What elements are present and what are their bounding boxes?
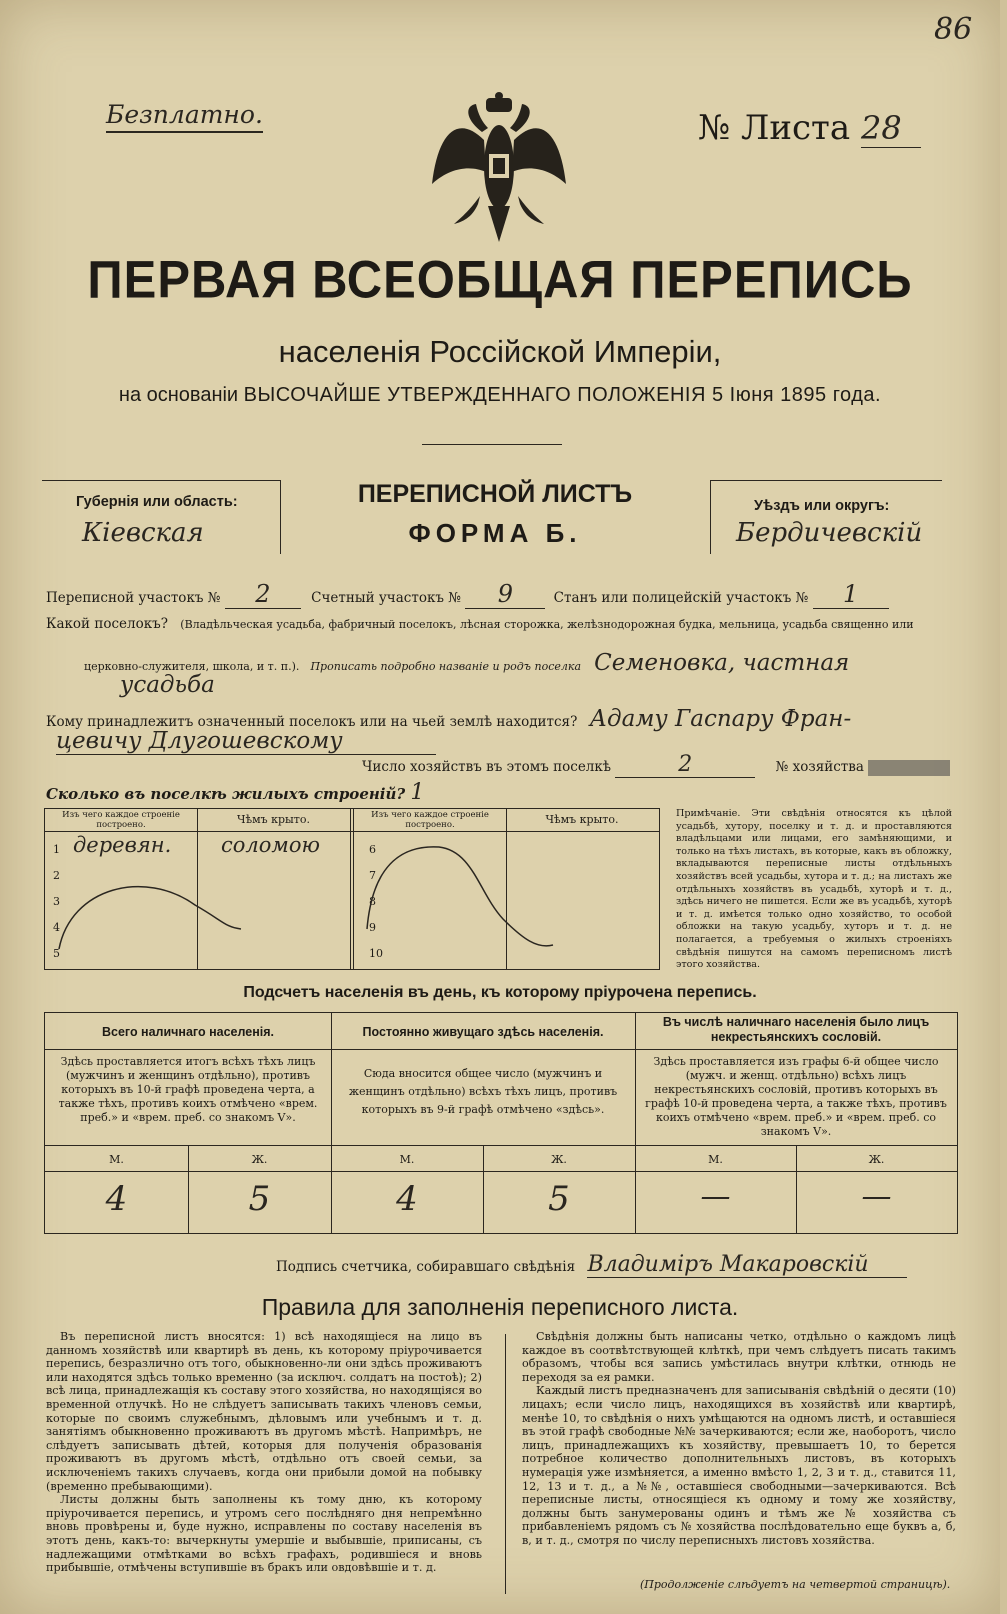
row1-material: деревян. bbox=[73, 833, 172, 857]
buildings-table bbox=[44, 808, 660, 970]
households-value: 2 bbox=[615, 752, 755, 778]
resident-male-count: 4 bbox=[396, 1179, 418, 1219]
buildings-note: Примѣчаніе. Эти свѣдѣнія относятся къ цѣлой усадьбѣ, хутору, поселку и т. д. и проставляются владѣльцами или лицами, его замѣняющими, и только на тѣхъ листахъ, въ которые, какъ въ обложку, вкладываются переписные листы отдѣльныхъ хозяйствъ всей усадьбы, хутора и т. д.; на листахъ же отдѣльныхъ хозяйствъ въ усадьбѣ, хуторѣ и т. д., здѣсь ничего не пишется. Если же въ усадьбѣ, хуторѣ и т. д. имѣется только одно хозяйство, то особой обложки на такую усадьбу, хуторъ и т. д. не полагается, а требуемыя о жилыхъ строеніяхъ свѣдѣнія пишутся на самомъ переписномъ листѣ этого хозяйства. bbox=[676, 808, 952, 971]
material-header-left: Изъ чего каждое строеніе построено. bbox=[62, 810, 180, 830]
rules-column-divider bbox=[505, 1334, 506, 1594]
rules-heading: Правила для заполненія переписного листа. bbox=[261, 1294, 739, 1320]
row-number-10: 10 bbox=[369, 947, 383, 960]
sheet-number-value: 28 bbox=[861, 109, 921, 148]
row-number-2: 2 bbox=[53, 869, 60, 882]
province-label: Губернія или область: bbox=[76, 494, 238, 510]
resident-population-note: Сюда вносится общее число (мужчинъ и женщинъ отдѣльно) всѣхъ тѣхъ лицъ, противъ которыхъ въ 9-й графѣ отмѣчено «здѣсь». bbox=[348, 1067, 618, 1116]
nonpeasant-male-count: — bbox=[700, 1179, 731, 1214]
row-number-1: 1 bbox=[53, 843, 60, 856]
settlement-row bbox=[46, 616, 956, 632]
nonpeasant-m-label: М. bbox=[708, 1153, 723, 1166]
row-number-8: 8 bbox=[369, 895, 376, 908]
resident-f-label: Ж. bbox=[551, 1153, 567, 1166]
households-label: Число хозяйствъ въ этомъ поселкѣ bbox=[362, 759, 611, 775]
material-header-right: Изъ чего каждое строеніе построено. bbox=[371, 810, 489, 830]
households-row bbox=[362, 752, 962, 778]
coat-of-arms-icon bbox=[428, 92, 570, 250]
row-number-4: 4 bbox=[53, 921, 60, 934]
nonpeasant-population-note: Здѣсь проставляется изъ графы 6-й общее число (мужч. и женщ. отдѣльно) всѣхъ лицъ некрестьянскихъ сословій, противъ которыхъ въ графѣ 10-й проведена черта, а также тѣхъ, противъ коихъ отмѣчено «врем. преб.» и «врем. преб. со знакомъ V». bbox=[645, 1055, 947, 1138]
rules-paragraph-4: Каждый листъ предназначенъ для записыванія свѣдѣній о десяти (10) лицахъ; если число лицъ, находящихся въ хозяйствѣ или квартирѣ, менѣе 10, то свѣдѣнія о нихъ умѣщаются на одномъ листѣ, и оставшіеся въ этой графѣ свободные №№ зачеркиваются; если же, наоборотъ, число лицъ, принадлежащихъ къ хозяйству, превышаетъ 10, то берется потребное количество дополнительныхъ листовъ, въ которыхъ нумерація уже измѣняется, а именно вмѣсто 1, 2, 3 и т. д., ставится 11, 12, 13 и т. д., а №№, оставшіеся свободными—зачеркиваются. Всѣ переписные листы, относящіеся къ одному и тому же хозяйству, должны быть занумерованы одинъ и тѣмъ же № хозяйства съ прибавленіемъ рядомъ съ № хозяйства послѣдовательно еще буквъ а, б, в, и т. д., смотря по числу переписныхъ листовъ хозяйства. bbox=[522, 1384, 956, 1547]
row-number-7: 7 bbox=[369, 869, 376, 882]
legal-basis-prefix: на основаніи bbox=[118, 384, 239, 406]
census-district-value: 2 bbox=[225, 580, 301, 609]
resident-m-label: М. bbox=[399, 1153, 415, 1166]
page-number: 86 bbox=[934, 12, 973, 47]
row-number-9: 9 bbox=[369, 921, 376, 934]
settlement-hint-3: Прописать подробно названіе и родъ поселка bbox=[310, 660, 582, 673]
present-f-label: Ж. bbox=[251, 1153, 268, 1166]
settlement-hint: (Владѣльческая усадьба, фабричный поселокъ, лѣсная сторожка, желѣзнодорожная будка, мельница, усадьба священно или bbox=[180, 618, 914, 631]
census-district-label: Переписной участокъ № bbox=[46, 590, 221, 606]
settlement-value-2: усадьба bbox=[120, 672, 215, 698]
present-male-count: 4 bbox=[105, 1179, 128, 1219]
row-number-6: 6 bbox=[369, 843, 376, 856]
nonpeasant-f-label: Ж. bbox=[868, 1153, 885, 1166]
strike-curve-left bbox=[45, 809, 350, 969]
nonpeasant-population-header: Въ числѣ наличнаго населенія было лицъ некрестьянскихъ сословій. bbox=[662, 1015, 930, 1044]
owner-value-2: цевичу Длугошевскому bbox=[56, 728, 436, 755]
rules-right-column bbox=[522, 1330, 956, 1548]
roof-header-right: Чѣмъ крыто. bbox=[545, 813, 619, 826]
settlement-hint-2: церковно-служителя, школа, и т. п.). bbox=[84, 660, 300, 673]
buildings-row bbox=[46, 780, 546, 805]
district-row bbox=[46, 580, 946, 609]
counting-district-value: 9 bbox=[465, 580, 545, 609]
signature-row bbox=[276, 1252, 956, 1278]
sheet-number-block bbox=[698, 108, 921, 148]
district-label: Уѣздъ или округъ: bbox=[754, 498, 890, 514]
present-population-header: Всего наличнаго населенія. bbox=[101, 1025, 275, 1039]
page-subtitle: населенія Россійской Имперіи, bbox=[278, 334, 722, 369]
resident-female-count: 5 bbox=[548, 1179, 570, 1219]
present-population-note: Здѣсь проставляется итогъ всѣхъ тѣхъ лицъ (мужчинъ и женщинъ отдѣльно), противъ которыхъ въ 10-й графѣ проведена черта, а также тѣхъ, противъ коихъ отмѣчено «врем. преб.» и «врем. преб. со знакомъ V». bbox=[58, 1055, 318, 1124]
settlement-value: Семеновка, частная bbox=[594, 650, 850, 676]
counting-district-label: Счетный участокъ № bbox=[311, 590, 462, 606]
row-number-3: 3 bbox=[53, 895, 60, 908]
signature-label: Подпись счетчика, собиравшаго свѣдѣнія bbox=[276, 1259, 576, 1275]
sheet-number-label: № Листа bbox=[698, 108, 851, 148]
page-title: ПЕРВАЯ ВСЕОБЩАЯ ПЕРЕПИСЬ bbox=[87, 250, 913, 310]
owner-value: Адаму Гаспару Фран- bbox=[589, 706, 852, 732]
row1-roof: соломою bbox=[221, 833, 320, 857]
population-heading: Подсчетъ населенія въ день, къ которому пріурочена перепись. bbox=[243, 984, 757, 1001]
strike-curve-right bbox=[353, 809, 659, 969]
present-female-count: 5 bbox=[248, 1179, 271, 1219]
resident-population-header: Постоянно живущаго здѣсь населенія. bbox=[362, 1025, 604, 1039]
roof-header-left: Чѣмъ крыто. bbox=[236, 813, 311, 826]
buildings-value: 1 bbox=[410, 780, 425, 805]
household-number-redacted bbox=[868, 760, 950, 776]
present-m-label: М. bbox=[109, 1153, 124, 1166]
title-divider bbox=[422, 444, 562, 445]
settlement-row-2 bbox=[84, 650, 964, 676]
rules-left-column bbox=[46, 1330, 482, 1575]
rules-paragraph-2: Листы должны быть заполнены къ тому дню, къ которому пріурочивается перепись, и утромъ сего послѣдняго дня непремѣнно вновь провѣрены и, буде нужно, исправлены по составу населенія въ этотъ день, какъ-то: вычеркнуты умершіе и выбывшіе, приписаны, съ надлежащими отмѣтками во всѣхъ графахъ, родившіеся и вновь прибывшіе, отмѣчены вступившіе въ бракъ или овдовѣвшіе и т. д. bbox=[46, 1493, 482, 1575]
owner-label: Кому принадлежитъ означенный поселокъ или на чьей землѣ находится? bbox=[46, 714, 578, 730]
form-type: ФОРМА Б. bbox=[408, 518, 582, 548]
signature-value: Владиміръ Макаровскій bbox=[587, 1252, 907, 1278]
legal-basis-text: ВЫСОЧАЙШЕ УТВЕРЖДЕННАГО ПОЛОЖЕНІЯ 5 Іюня 1895 года. bbox=[243, 384, 882, 406]
buildings-label: Сколько въ поселкѣ жилыхъ строеній? bbox=[46, 785, 406, 803]
legal-basis bbox=[0, 384, 1000, 407]
row-number-5: 5 bbox=[53, 947, 60, 960]
free-label: Безплатно. bbox=[106, 100, 263, 133]
rules-continued: (Продолженіе слѣдуетъ на четвертой страницѣ). bbox=[640, 1578, 951, 1591]
population-table bbox=[44, 1012, 958, 1234]
police-district-label: Станъ или полицейскій участокъ № bbox=[553, 590, 809, 606]
rules-paragraph-1: Въ переписной листъ вносятся: 1) всѣ находящіеся на лицо въ данномъ хозяйствѣ или квартирѣ въ день, къ которому пріурочивается перепись, безразлично отъ того, обыкновенно-ли они здѣсь проживаютъ или находятся здѣсь только временно (за исключ. солдатъ на постоѣ); 2) всѣ лица, принадлежащія къ составу этого хозяйства, но находящіяся во временной отлучкѣ. Но не слѣдуетъ записывать такихъ членовъ семьи, которые по своимъ служебнымъ, дѣловымъ или учебнымъ и т. д. занятіямъ обыкновенно проживаютъ въ другомъ мѣстѣ. Напримѣръ, не слѣдуетъ записывать дѣтей, которыя для полученія образованія проживаютъ въ другомъ мѣстѣ, отдѣльно отъ своей семьи, за исключеніемъ такихъ случаевъ, когда они прибыли домой на побывку (временно пребывающими). bbox=[46, 1330, 482, 1493]
province-value: Кіевская bbox=[82, 518, 204, 548]
district-value: Бердичевскій bbox=[736, 518, 923, 548]
nonpeasant-female-count: — bbox=[861, 1179, 892, 1214]
settlement-label: Какой поселокъ? bbox=[46, 616, 168, 632]
form-title: ПЕРЕПИСНОЙ ЛИСТЪ bbox=[357, 480, 633, 508]
police-district-value: 1 bbox=[813, 580, 889, 609]
form-header bbox=[42, 480, 942, 554]
household-number-label: № хозяйства bbox=[775, 759, 864, 775]
rules-paragraph-3: Свѣдѣнія должны быть написаны четко, отдѣльно о каждомъ лицѣ каждое въ соотвѣтствующей клѣткѣ, при чемъ слѣдуетъ писать такимъ образомъ, чтобы вся запись умѣстилась внутри клѣтки, отнюдь не переходя за ея рамки. bbox=[522, 1330, 956, 1384]
